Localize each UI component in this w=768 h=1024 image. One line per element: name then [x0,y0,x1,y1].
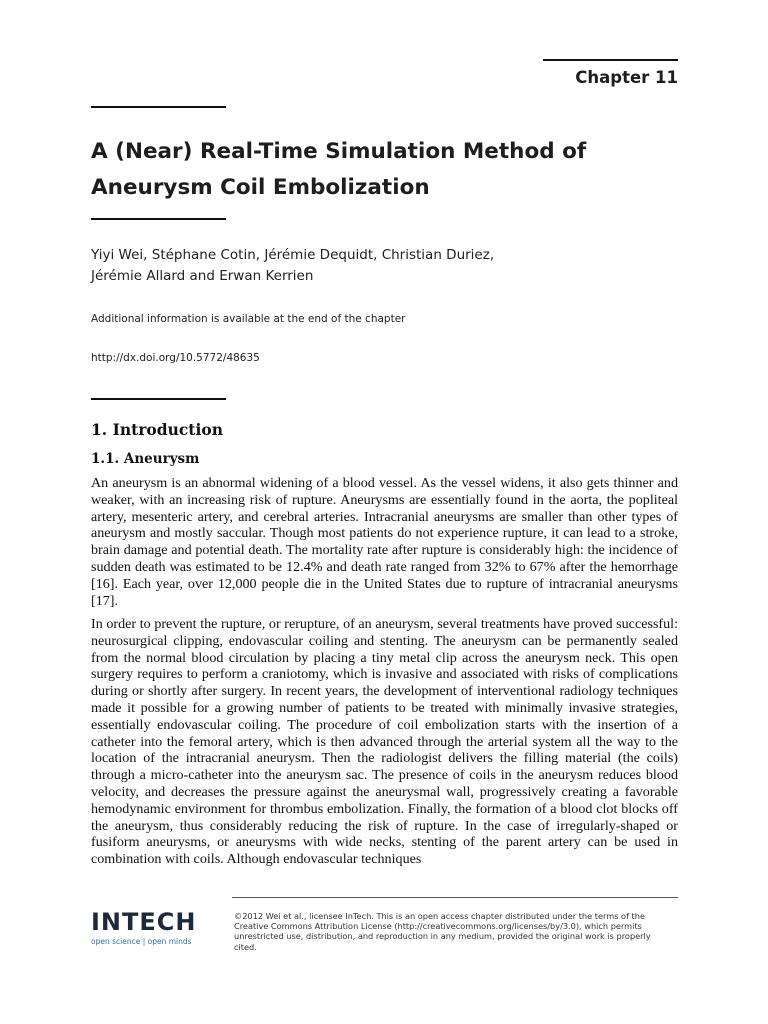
authors-line-2: Jérémie Allard and Erwan Kerrien [91,268,314,284]
subsection-heading: 1.1. Aneurysm [91,451,200,467]
title-top-rule [91,106,226,108]
section-rule [91,398,226,400]
logo-tagline: open science | open minds [91,937,192,946]
chapter-rule [543,59,678,61]
chapter-title [91,134,651,206]
doi-link[interactable]: http://dx.doi.org/10.5772/48635 [91,352,260,364]
additional-info-note: Additional information is available at the end of the chapter [91,313,406,325]
footer-rule [232,897,678,898]
body-paragraph: In order to prevent the rupture, or rerupture, of an aneurysm, several treatments have proved successful: neurosurgical clipping, endovascular coiling and stenting. The aneurysm can be permanently sealed from the normal blood circulation by placing a tiny metal clip across the aneurysm neck. This open surgery requires to perform a craniotomy, which is invasive and associated with risks of complications during or shortly after surgery. In recent years, the development of interventional radiology techniques made it possible for a growing number of patients to be treated with minimally invasive strategies, essentially endovascular coiling. The procedure of coil embolization starts with the insertion of a catheter into the femoral artery, which is then advanced through the arterial system all the way to the location of the intracranial aneurysm. Then the radiologist delivers the filling material (the coils) through a micro-catheter into the aneurysm sac. The presence of coils in the aneurysm reduces blood velocity, and decreases the pressure against the aneurysmal wall, progressively creating a favorable hemodynamic environment for thrombus embolization. Finally, the formation of a blood clot blocks off the aneurysm, thus considerably reducing the risk of rupture. In the case of irregularly-shaped or fusiform aneurysms, or aneurysms with wide necks, stenting of the parent artery can be used in combination with coils. Although endovascular techniques [91,616,678,868]
chapter-label: Chapter 11 [575,68,678,87]
author-list [91,245,651,287]
title-line-2: Aneurysm Coil Embolization [91,175,430,200]
section-heading: 1. Introduction [91,420,223,439]
logo-text: INTECH [91,908,197,936]
body-paragraph: An aneurysm is an abnormal widening of a blood vessel. As the vessel widens, it also gets thinner and weaker, with an increasing risk of rupture. Aneurysms are essentially found in the aorta, the popliteal artery, mesenteric artery, and cerebral arteries. Intracranial aneurysms are smaller than other types of aneurysm and mostly saccular. Though most patients do not experience rupture, it can lead to a stroke, brain damage and potential death. The mortality rate after rupture is considerably high: the incidence of sudden death was estimated to be 12.4% and death rate ranged from 32% to 67% after the hemorrhage [16]. Each year, over 12,000 people die in the United States due to rupture of intracranial aneurysms [17]. [91,475,678,609]
title-bottom-rule [91,218,226,220]
title-line-1: A (Near) Real-Time Simulation Method of [91,139,587,164]
license-notice: ©2012 Wei et al., licensee InTech. This is an open access chapter distributed under the terms of the Creative Commons Attribution License (http://creativecommons.org/licenses/by/3.0), which permits unrestricted use, distribution, and reproduction in any medium, provided the original work is properly cited. [234,911,651,952]
intech-logo [91,909,196,946]
authors-line-1: Yiyi Wei, Stéphane Cotin, Jérémie Dequidt, Christian Duriez, [91,247,495,263]
